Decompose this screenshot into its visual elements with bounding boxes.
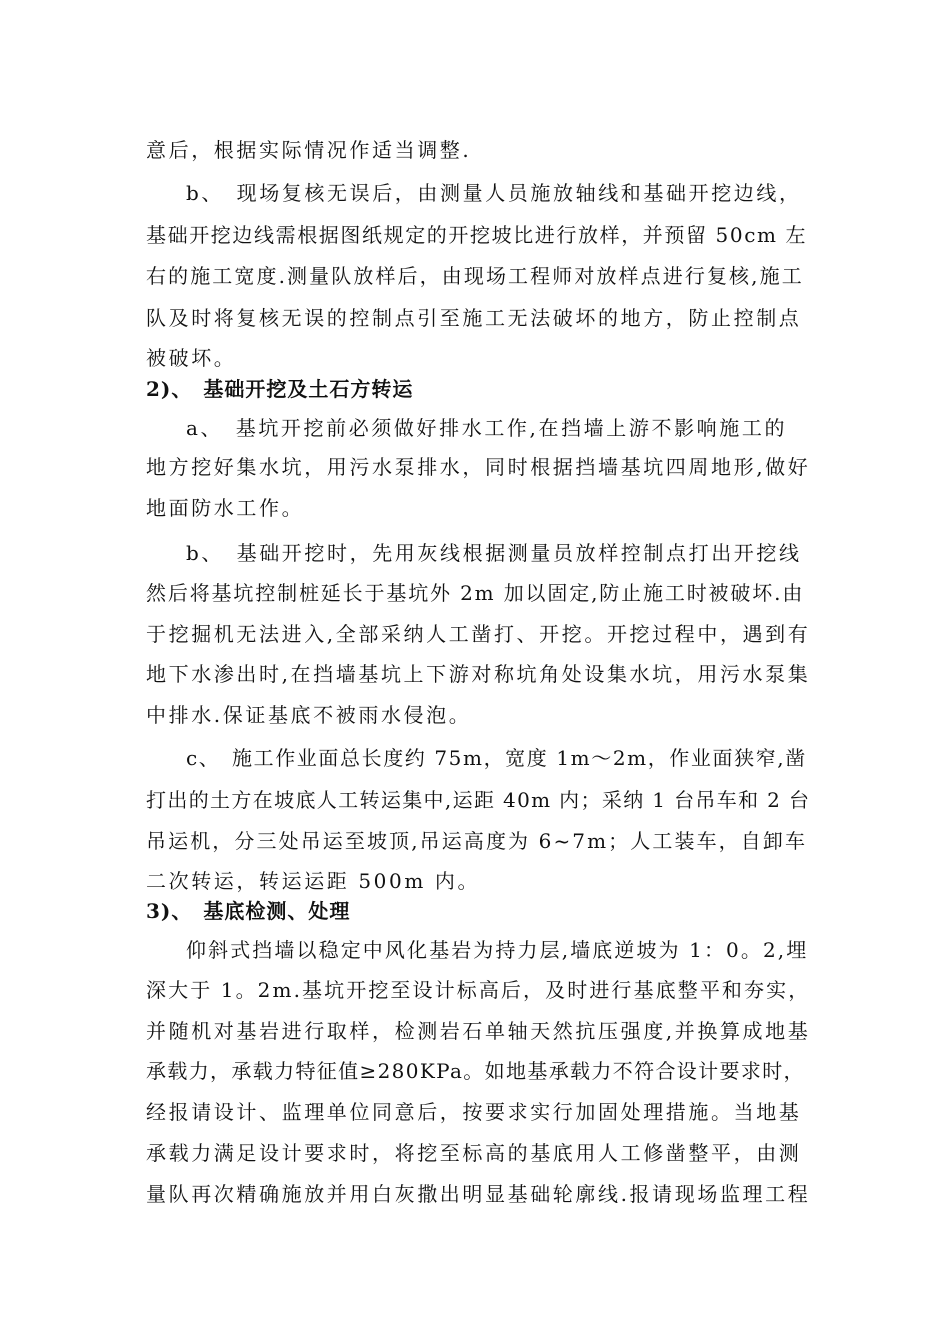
text-line: 仰斜式挡墙以稳定中风化基岩为持力层,墙底逆坡为 1：0。2,埋: [186, 938, 809, 962]
text-line: 承载力，承载力特征值≥280KPa。如地基承载力不符合设计要求时，: [146, 1059, 805, 1083]
text-line: 队及时将复核无误的控制点引至施工无法破坏的地方，防止控制点: [146, 306, 802, 330]
text-line: b、 现场复核无误后，由测量人员施放轴线和基础开挖边线，: [186, 181, 802, 205]
text-line: 二次转运，转运运距 500m 内。: [146, 869, 481, 893]
text-line: 承载力满足设计要求时，将挖至标高的基底用人工修凿整平，由测: [146, 1141, 802, 1165]
text-line: 地面防水工作。: [146, 496, 305, 520]
text-line: 于挖掘机无法进入,全部采纳人工凿打、开挖。开挖过程中，遇到有: [146, 622, 811, 646]
text-line: 中排水.保证基底不被雨水侵泡。: [146, 703, 472, 727]
text-line: a、 基坑开挖前必须做好排水工作,在挡墙上游不影响施工的: [186, 416, 788, 440]
text-line: 深大于 1。2m.基坑开挖至设计标高后，及时进行基底整平和夯实，: [146, 978, 811, 1002]
text-line: 基础开挖边线需根据图纸规定的开挖坡比进行放样，并预留 50cm 左: [146, 223, 808, 247]
text-line: 量队再次精确施放并用白灰撒出明显基础轮廓线.报请现场监理工程: [146, 1182, 811, 1206]
section-heading: 2)、 基础开挖及土石方转运: [146, 377, 414, 401]
text-line: 地方挖好集水坑，用污水泵排水，同时根据挡墙基坑四周地形,做好: [146, 455, 811, 479]
section-heading: 3)、 基底检测、处理: [146, 899, 351, 923]
text-line: c、 施工作业面总长度约 75m，宽度 1m～2m，作业面狭窄,凿: [186, 746, 807, 770]
text-line: 并随机对基岩进行取样，检测岩石单轴天然抗压强度,并换算成地基: [146, 1019, 811, 1043]
text-line: 右的施工宽度.测量队放样后，由现场工程师对放样点进行复核,施工: [146, 264, 804, 288]
text-line: 然后将基坑控制桩延长于基坑外 2m 加以固定,防止施工时被破坏.由: [146, 581, 805, 605]
text-line: 地下水渗出时,在挡墙基坑上下游对称坑角处设集水坑，用污水泵集: [146, 662, 811, 686]
text-line: 经报请设计、监理单位同意后，按要求实行加固处理措施。当地基: [146, 1100, 802, 1124]
text-line: 意后，根据实际情况作适当调整.: [146, 138, 472, 162]
text-line: 被破坏。: [146, 346, 237, 370]
text-line: 吊运机，分三处吊运至坡顶,吊运高度为 6~7m；人工装车，自卸车: [146, 829, 808, 853]
text-line: 打出的土方在坡底人工转运集中,运距 40m 内；采纳 1 台吊车和 2 台: [146, 788, 811, 812]
text-line: b、 基础开挖时，先用灰线根据测量员放样控制点打出开挖线: [186, 541, 802, 565]
